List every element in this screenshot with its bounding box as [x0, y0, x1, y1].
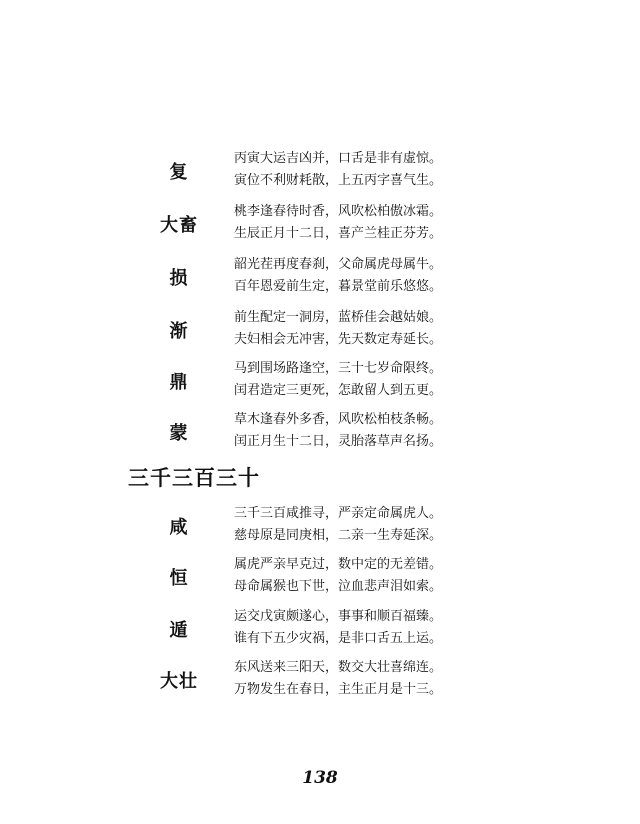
verse-entry	[150, 554, 610, 600]
verse-text	[234, 554, 442, 598]
hexagram-name: 渐	[169, 321, 189, 342]
verse-entry	[150, 606, 610, 652]
verse-line: 属虎严亲早克过，数中定的无差错。	[234, 557, 443, 572]
verse-line: 谁有下五少灾祸，是非口舌五上运。	[234, 631, 443, 646]
verse-line: 万物发生在春日，主生正月是十三。	[234, 682, 443, 697]
verse-line: 生辰正月十二日，喜产兰桂正芬芳。	[234, 226, 443, 241]
verse-line: 三千三百咸推寻，严亲定命属虎人。	[234, 506, 443, 521]
hexagram-name: 蒙	[169, 423, 189, 444]
verse-entry	[150, 307, 610, 353]
verse-line: 运交戊寅颇遂心，事事和顺百福臻。	[234, 609, 443, 624]
verse-line: 闰正月生十二日，灵胎落草声名扬。	[234, 434, 443, 449]
hexagram-name: 咸	[169, 517, 189, 538]
verse-entry	[150, 358, 610, 404]
verse-entry	[150, 201, 610, 247]
verse-line: 韶光茬再度春刹，父命属虎母属牛。	[234, 257, 443, 272]
verse-text	[234, 606, 442, 650]
verse-line: 草木逢春外多香，风吹松柏枝条畅。	[234, 412, 443, 427]
verse-line: 百年恩爱前生定，暮景堂前乐悠悠。	[234, 279, 443, 294]
verse-entry	[150, 409, 610, 455]
verse-text	[234, 358, 442, 402]
verse-line: 夫妇相会无冲害，先天数定寿延长。	[234, 332, 443, 347]
hexagram-name: 大畜	[160, 215, 198, 236]
verse-text	[234, 254, 442, 298]
verse-line: 寅位不利财耗散，上五丙字喜气生。	[234, 173, 443, 188]
verse-text	[234, 503, 442, 547]
hexagram-name: 遁	[169, 620, 189, 641]
verse-text	[234, 409, 442, 453]
verse-entry	[150, 148, 610, 194]
verse-text	[234, 307, 442, 351]
verse-line: 慈母原是同庚相，二亲一生寿延深。	[234, 528, 443, 543]
verse-line: 母命属猴也下世，泣血悲声泪如索。	[234, 579, 443, 594]
hexagram-name: 损	[169, 268, 189, 289]
hexagram-name: 鼎	[169, 372, 189, 393]
verse-text	[234, 201, 442, 245]
verse-line: 东风送来三阳天，数交大壮喜绵连。	[234, 660, 443, 675]
page-number: 138	[302, 768, 338, 788]
verse-entry	[150, 657, 610, 703]
verse-text	[234, 657, 442, 701]
hexagram-name: 大壮	[160, 671, 198, 692]
verse-entry	[150, 254, 610, 300]
hexagram-name: 复	[169, 162, 189, 183]
verse-line: 马到围场路逢空，三十七岁命限终。	[234, 361, 443, 376]
verse-text	[234, 148, 442, 192]
verse-entry	[150, 503, 610, 549]
verse-line: 闰君造定三更死，怎敢留人到五更。	[234, 383, 443, 398]
hexagram-name: 恒	[169, 568, 189, 589]
verse-line: 丙寅大运吉凶并，口舌是非有虚惊。	[234, 151, 443, 166]
verse-line: 前生配定一洞房，蓝桥佳会越姑娘。	[234, 310, 443, 325]
section-heading: 三千三百三十	[128, 465, 260, 490]
verse-line: 桃李逢春待时香，风吹松柏傲冰霜。	[234, 204, 443, 219]
